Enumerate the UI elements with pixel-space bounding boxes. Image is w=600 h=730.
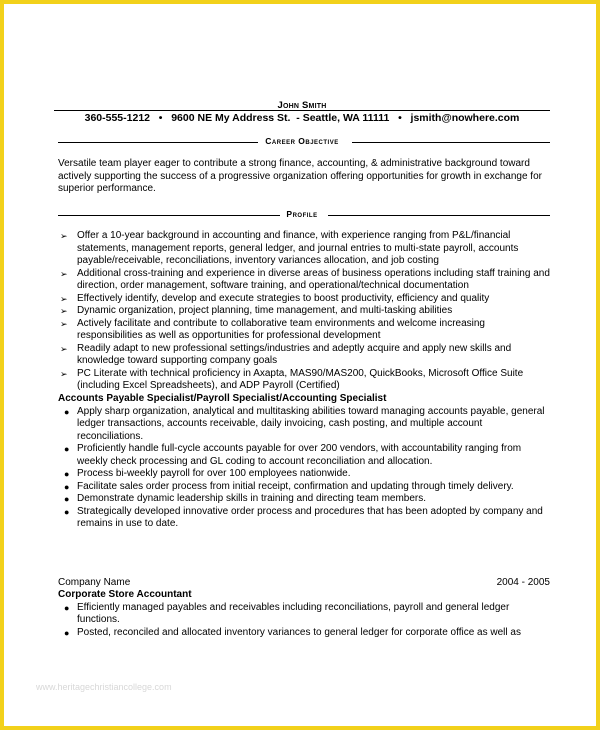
- career-objective-text: Versatile team player eager to contribute a strong finance, accounting, & administrative background toward actively supporting the success of a progressive organization offering opportunities for growth in exchange for superior performance.: [58, 158, 542, 194]
- contact-separator: •: [158, 112, 163, 124]
- summary-item: ● Demonstrate dynamic leadership skills in training and directing team members.: [64, 493, 427, 504]
- header-divider: [54, 110, 550, 111]
- checkmark-arrow-icon: ➢: [60, 268, 68, 279]
- bullet-icon: ●: [64, 627, 70, 638]
- bullet-icon: ●: [64, 406, 70, 417]
- summary-item: ● Facilitate sales order process from initial receipt, confirmation and updating through timely delivery.: [64, 480, 514, 492]
- watermark-text: www.heritagechristiancollege.com: [36, 682, 172, 692]
- profile-item: ➢ Effectively identify, develop and execute strategies to boost productivity, efficiency and quality: [60, 292, 490, 304]
- profile-item: ➢ Dynamic organization, project planning, time management, and multi-tasking abilities: [60, 305, 453, 316]
- profile-item: ➢ Offer a 10-year background in accounting and finance, with experience ranging from P&L/financial statements, management reports, general ledger, and journal entries to multi-state payroll, accounts payable/receivable, reconciliations, inventory variances allocation, and job costing: [60, 230, 519, 266]
- applicant-name: John Smith: [277, 100, 327, 111]
- summary-item: ● Apply sharp organization, analytical and multitasking abilities toward managing accounts payable, general ledger transactions, accounts receivable, daily invoicing, cash posting, and multiple account reconciliations.: [64, 405, 545, 442]
- profile-item: ➢ PC Literate with technical proficiency in Axapta, MAS90/MAS200, QuickBooks, Microsoft Office Suite (including Excel Spreadsheets), and ADP Payroll (Certified): [60, 367, 524, 391]
- job-item: ● Posted, reconciled and allocated inventory variances to general ledger for corporate office as well as: [64, 626, 521, 638]
- company-name: Company Name: [58, 577, 131, 588]
- checkmark-arrow-icon: ➢: [60, 368, 68, 379]
- experience-summary: [58, 393, 550, 531]
- street-address: 9600 NE My Address St. - Seattle, WA 11111: [171, 112, 390, 124]
- bullet-icon: ●: [64, 494, 70, 504]
- profile-item: ➢ Additional cross-training and experience in diverse areas of business operations including staff training and direction, order management, software training, and operational/technical documentation: [60, 267, 550, 291]
- summary-item: ● Strategically developed innovative order process and procedures that has been adopted by company and remains in use to date.: [64, 505, 543, 529]
- resume-page: [4, 4, 596, 726]
- contact-line: [54, 112, 550, 124]
- bullet-icon: ●: [64, 602, 70, 613]
- bullet-icon: ●: [64, 469, 70, 479]
- checkmark-arrow-icon: ➢: [60, 343, 68, 354]
- checkmark-arrow-icon: ➢: [60, 306, 68, 316]
- checkmark-arrow-icon: ➢: [60, 318, 68, 329]
- bullet-icon: ●: [64, 481, 70, 492]
- email-address: jsmith@nowhere.com: [410, 112, 520, 124]
- checkmark-arrow-icon: ➢: [60, 231, 68, 241]
- bullet-icon: ●: [64, 444, 70, 454]
- profile-item: ➢ Readily adapt to new professional settings/industries and adeptly acquire and apply new skills and knowledge toward supporting company goals: [60, 342, 512, 366]
- job-entry: [58, 577, 550, 639]
- contact-separator: •: [398, 112, 402, 124]
- job-title: Corporate Store Accountant: [58, 589, 192, 600]
- profile-list: [58, 230, 550, 393]
- profile-label: Profile: [283, 209, 320, 219]
- checkmark-arrow-icon: ➢: [60, 293, 68, 304]
- career-objective-label: Career Objective: [262, 136, 341, 146]
- profile-heading: [54, 209, 550, 221]
- job-item: ● Efficiently managed payables and receivables including reconciliations, payroll and general ledger functions.: [64, 601, 510, 625]
- summary-item: ● Proficiently handle full-cycle accounts payable for over 200 vendors, with accountability ranging from weekly check processing and GL coding to account reconciliation and allocation.: [64, 443, 522, 467]
- summary-item: ● Process bi-weekly payroll for over 100 employees nationwide.: [64, 468, 351, 479]
- bullet-icon: ●: [64, 506, 70, 517]
- company-row: [58, 577, 550, 589]
- profile-item: ➢ Actively facilitate and contribute to collaborative team environments and welcome increasing responsibilities as well as opportunities for professional development: [60, 317, 485, 341]
- summary-job-title: Accounts Payable Specialist/Payroll Specialist/Accounting Specialist: [58, 393, 387, 404]
- employment-dates: 2004 - 2005: [496, 577, 550, 588]
- phone-number: 360-555-1212: [84, 112, 150, 124]
- career-objective-heading: [54, 136, 550, 148]
